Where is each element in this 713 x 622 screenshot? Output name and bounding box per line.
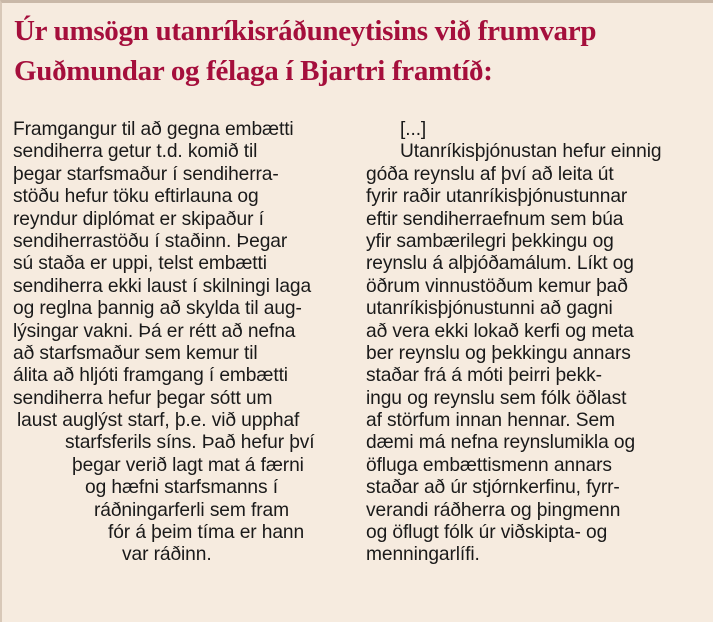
body-line: staðar að úr stjórnkerfinu, fyrr- [366, 477, 620, 499]
body-line: ber reynslu og þekkingu annars [366, 342, 631, 364]
body-line: og öflugt fólk úr viðskipta- og [366, 522, 608, 544]
body-line: reynslu á alþjóðamálum. Líkt og [366, 253, 634, 275]
body-line: sendiherra ekki laust í skilningi laga [13, 275, 312, 297]
body-line: lýsingar vakni. Þá er rétt að nefna [13, 320, 296, 342]
body-line: utanríkisþjónustunni að gagni [366, 298, 613, 320]
body-line: og reglna þannig að skylda til aug- [13, 298, 302, 320]
body-line: að starfsmaður sem kemur til [13, 342, 258, 364]
body-line: laust auglýst starf, þ.e. við upphaf [17, 410, 300, 432]
right-column [366, 119, 711, 567]
body-line: menningarlífi. [366, 544, 480, 566]
body-line: Utanríkisþjónustan hefur einnig [400, 141, 662, 163]
body-line: að vera ekki lokað kerfi og meta [366, 320, 634, 342]
body-line: álita að hljóti framgang í embætti [13, 365, 288, 387]
body-line: sendiherra hefur þegar sótt um [13, 387, 273, 409]
body-line: ingu og reynslu sem fólk öðlast [366, 387, 627, 409]
body-line: öfluga embættismenn annars [366, 454, 612, 476]
body-line: dæmi má nefna reynslumikla og [366, 432, 636, 454]
body-line: af störfum innan hennar. Sem [366, 410, 615, 432]
body-line: góða reynslu af því að leita út [366, 163, 614, 185]
body-line: og hæfni starfsmanns í [85, 477, 278, 499]
body-line: þegar starfsmaður í sendiherra- [13, 163, 279, 185]
body-line: eftir sendiherraefnum sem búa [366, 208, 624, 230]
left-column [13, 119, 353, 567]
body-line: staðar frá á móti þeirri þekk- [366, 365, 602, 387]
body-line: var ráðinn. [122, 544, 212, 566]
body-line: Framgangur til að gegna embætti [13, 119, 294, 140]
body-line: sendiherrastöðu í staðinn. Þegar [13, 230, 288, 252]
body-line: [...] [400, 119, 427, 140]
headline-line: Guðmundar og félaga í Bjartri framtíð: [14, 55, 493, 87]
body-line: verandi ráðherra og þingmenn [366, 499, 621, 521]
body-line: reyndur diplómat er skipaður í [13, 208, 264, 230]
body-line: sendiherra getur t.d. komið til [13, 141, 258, 163]
body-line: stöðu hefur töku eftirlauna og [13, 186, 259, 208]
body-line: sú staða er uppi, telst embætti [13, 253, 267, 275]
headline [14, 11, 704, 91]
body-line: fyrir raðir utanríkisþjónustunnar [366, 186, 628, 208]
body-line: fór á þeim tíma er hann [108, 522, 305, 544]
body-line: öðrum vinnustöðum kemur það [366, 275, 628, 297]
body-line: ráðningarferli sem fram [94, 499, 289, 521]
body-line: yfir sambærilegri þekkingu og [366, 230, 614, 252]
body-line: starfsferils síns. Það hefur því [65, 432, 315, 454]
body-line: þegar verið lagt mat á færni [72, 454, 304, 476]
headline-line: Úr umsögn utanríkisráðuneytisins við frumvarp [14, 15, 597, 47]
